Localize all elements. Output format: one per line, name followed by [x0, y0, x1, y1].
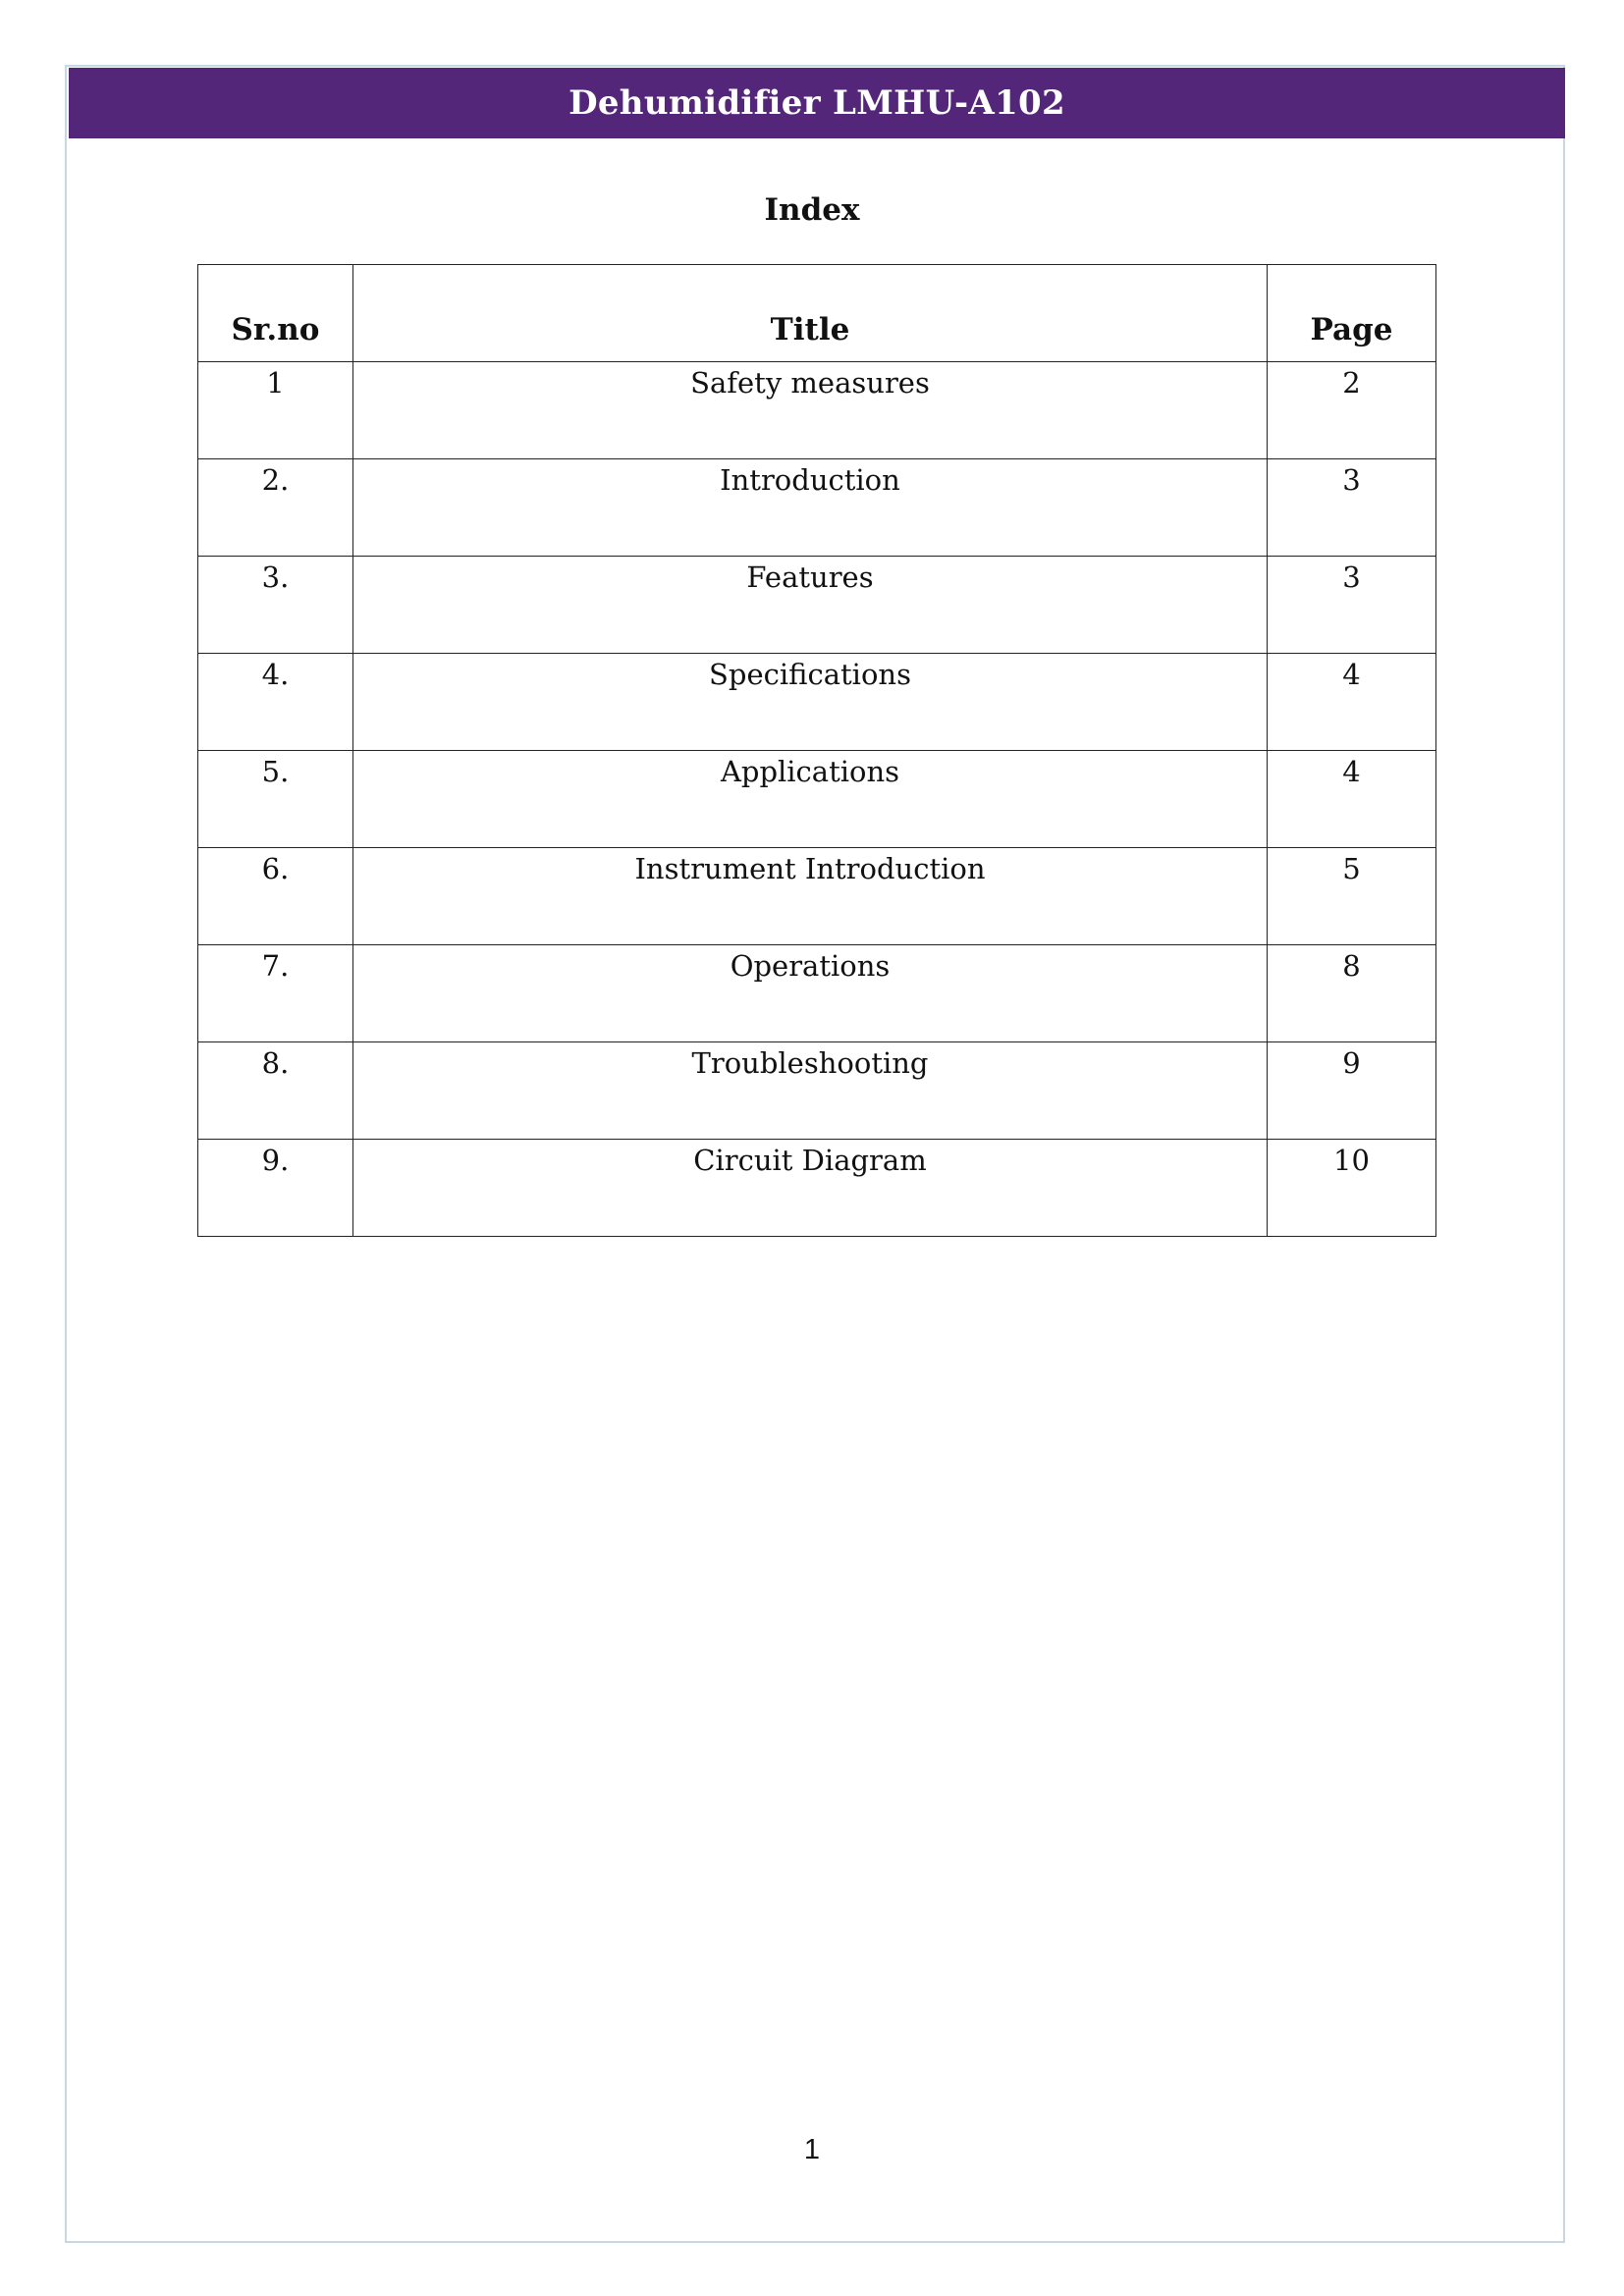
page-number: 1: [803, 2134, 821, 2165]
cell-page: 10: [1268, 1140, 1436, 1237]
cell-page: 3: [1268, 557, 1436, 654]
cell-sr-no: 4.: [198, 654, 353, 751]
cell-title: Introduction: [353, 459, 1268, 557]
table-row: [198, 848, 1436, 945]
table-row: [198, 1140, 1436, 1237]
column-header-page: Page: [1268, 265, 1436, 362]
cell-title: Instrument Introduction: [353, 848, 1268, 945]
cell-sr-no: 3.: [198, 557, 353, 654]
column-header-title: Title: [353, 265, 1268, 362]
cell-title: Applications: [353, 751, 1268, 848]
table-row: [198, 362, 1436, 459]
index-heading: Index: [764, 192, 860, 228]
cell-title: Circuit Diagram: [353, 1140, 1268, 1237]
cell-sr-no: 8.: [198, 1042, 353, 1140]
cell-page: 4: [1268, 654, 1436, 751]
cell-title: Operations: [353, 945, 1268, 1042]
cell-page: 8: [1268, 945, 1436, 1042]
cell-sr-no: 2.: [198, 459, 353, 557]
table-header-row: [198, 265, 1436, 362]
table-row: [198, 751, 1436, 848]
cell-page: 9: [1268, 1042, 1436, 1140]
cell-title: Safety measures: [353, 362, 1268, 459]
table-row: [198, 945, 1436, 1042]
cell-sr-no: 1: [198, 362, 353, 459]
cell-sr-no: 6.: [198, 848, 353, 945]
cell-title: Troubleshooting: [353, 1042, 1268, 1140]
cell-sr-no: 9.: [198, 1140, 353, 1237]
cell-sr-no: 7.: [198, 945, 353, 1042]
table-row: [198, 557, 1436, 654]
cell-sr-no: 5.: [198, 751, 353, 848]
cell-title: Features: [353, 557, 1268, 654]
table-row: [198, 1042, 1436, 1140]
document-title: Dehumidifier LMHU-A102: [568, 83, 1065, 123]
cell-page: 4: [1268, 751, 1436, 848]
index-table: [197, 264, 1436, 1237]
table-row: [198, 459, 1436, 557]
cell-title: Specifications: [353, 654, 1268, 751]
cell-page: 3: [1268, 459, 1436, 557]
cell-page: 2: [1268, 362, 1436, 459]
column-header-sr-no: Sr.no: [198, 265, 353, 362]
document-header: [69, 68, 1565, 138]
table-row: [198, 654, 1436, 751]
cell-page: 5: [1268, 848, 1436, 945]
